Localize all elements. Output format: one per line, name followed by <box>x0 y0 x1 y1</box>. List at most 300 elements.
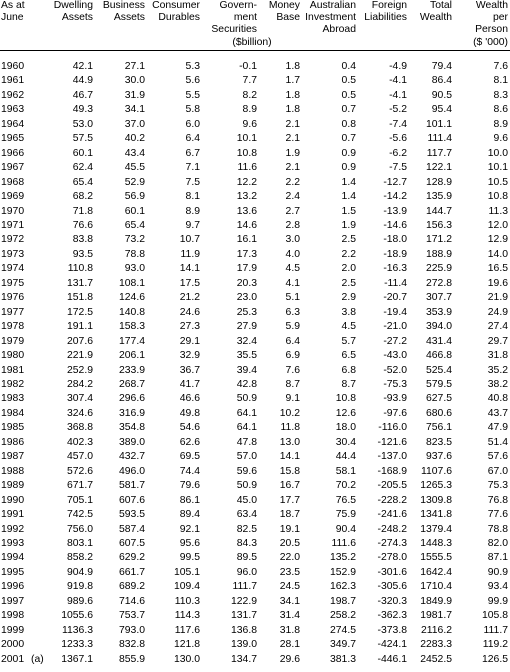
cell-aust: 76.5 <box>335 494 356 506</box>
cell-total: 680.6 <box>425 407 452 419</box>
cell-wpp: 9.6 <box>493 133 508 145</box>
cell-consumer: 41.7 <box>179 378 200 390</box>
cell-business: 30.0 <box>124 75 145 87</box>
cell-business: 37.0 <box>124 118 145 130</box>
cell-dwelling: 110.8 <box>67 263 93 275</box>
header-total: Total <box>430 0 452 11</box>
table-body <box>0 60 510 667</box>
cell-money: 22.0 <box>279 552 300 564</box>
cell-foreign: -7.4 <box>389 118 407 130</box>
cell-total: 79.4 <box>431 61 452 72</box>
cell-consumer: 8.1 <box>185 191 200 203</box>
table-row <box>0 421 510 435</box>
cell-consumer: 92.1 <box>179 523 200 535</box>
cell-govt: 27.9 <box>236 321 257 333</box>
cell-money: 2.2 <box>285 176 300 188</box>
cell-consumer: 62.6 <box>179 436 200 448</box>
cell-consumer: 36.7 <box>179 364 200 376</box>
cell-total: 1981.7 <box>420 610 452 622</box>
cell-dwelling: 42.1 <box>72 61 93 72</box>
cell-govt: 57.0 <box>236 451 257 463</box>
cell-total: 756.1 <box>425 422 452 434</box>
table-row <box>0 450 510 464</box>
cell-wpp: 119.2 <box>482 639 508 651</box>
cell-aust: 198.7 <box>329 595 356 607</box>
cell-aust: 0.5 <box>341 75 356 87</box>
cell-dwelling: 207.6 <box>66 335 93 347</box>
cell-govt: 23.0 <box>236 292 257 304</box>
cell-year: 1999 <box>1 624 25 636</box>
cell-business: 607.5 <box>118 537 145 549</box>
cell-wpp: 7.6 <box>493 61 508 72</box>
cell-consumer: 117.6 <box>174 624 200 636</box>
cell-wpp: 78.8 <box>487 523 508 535</box>
cell-wpp: 8.1 <box>493 75 508 87</box>
cell-dwelling: 46.7 <box>72 89 93 101</box>
cell-foreign: -5.2 <box>389 104 407 116</box>
table-row <box>0 595 510 609</box>
cell-money: 4.5 <box>285 263 300 275</box>
cell-govt: 64.1 <box>236 407 257 419</box>
cell-business: 108.1 <box>118 277 145 289</box>
cell-consumer: 10.7 <box>179 234 200 246</box>
cell-wpp: 8.3 <box>493 89 508 101</box>
cell-govt: 131.7 <box>230 610 257 622</box>
cell-dwelling: 1136.3 <box>61 624 93 636</box>
cell-foreign: -4.1 <box>389 89 407 101</box>
cell-govt: 89.5 <box>236 552 257 564</box>
header-consumer: Consumer <box>152 0 200 11</box>
table-row <box>0 378 510 392</box>
cell-govt: 47.8 <box>236 436 257 448</box>
cell-consumer: 89.4 <box>179 509 200 521</box>
cell-govt: 111.7 <box>232 581 257 593</box>
cell-aust: 1.4 <box>341 176 356 188</box>
table-row <box>0 233 510 247</box>
cell-aust: 0.9 <box>341 162 356 174</box>
cell-wpp: 29.7 <box>487 335 508 347</box>
cell-year: 1979 <box>1 335 25 347</box>
cell-dwelling: 93.5 <box>72 248 93 260</box>
cell-consumer: 99.5 <box>179 552 200 564</box>
table-row <box>0 349 510 363</box>
cell-govt: 63.4 <box>236 509 257 521</box>
cell-money: 31.4 <box>279 610 300 622</box>
cell-govt: 122.9 <box>230 595 257 607</box>
cell-consumer: 114.3 <box>174 610 200 622</box>
cell-business: 354.8 <box>118 422 145 434</box>
cell-year: 1967 <box>1 162 25 174</box>
cell-wpp: 77.6 <box>487 509 508 521</box>
cell-foreign: -27.2 <box>383 335 407 347</box>
header-money: Money <box>268 0 300 11</box>
table-row <box>0 277 510 291</box>
cell-govt: 50.9 <box>236 393 257 405</box>
table-row <box>0 89 510 103</box>
cell-dwelling: 858.2 <box>66 552 93 564</box>
cell-total: 90.5 <box>431 89 452 101</box>
cell-dwelling: 402.3 <box>66 436 93 448</box>
cell-consumer: 11.9 <box>180 248 200 260</box>
cell-total: 579.5 <box>425 378 452 390</box>
table-row <box>0 638 510 652</box>
cell-aust: 10.8 <box>335 393 356 405</box>
header-row-2 <box>0 12 510 24</box>
cell-business: 27.1 <box>124 61 145 72</box>
cell-aust: 2.5 <box>341 277 356 289</box>
table-row <box>0 219 510 233</box>
cell-total: 117.7 <box>426 147 452 159</box>
cell-total: 1448.3 <box>420 537 452 549</box>
cell-money: 31.8 <box>279 624 300 636</box>
cell-govt: 82.5 <box>236 523 257 535</box>
cell-business: 140.8 <box>118 306 145 318</box>
cell-business: 593.5 <box>118 509 145 521</box>
cell-total: 1265.3 <box>420 480 452 492</box>
table-row <box>0 205 510 219</box>
cell-wpp: 47.9 <box>487 422 508 434</box>
cell-aust: 2.0 <box>341 263 356 275</box>
cell-foreign: -278.0 <box>377 552 407 564</box>
cell-money: 1.8 <box>285 61 300 72</box>
cell-business: 43.4 <box>124 147 145 159</box>
table-row <box>0 523 510 537</box>
cell-consumer: 5.8 <box>185 104 200 116</box>
cell-dwelling: 989.6 <box>66 595 93 607</box>
cell-year: 1968 <box>1 176 25 188</box>
cell-wpp: 10.0 <box>487 147 508 159</box>
header-foreign: Foreign <box>371 0 407 11</box>
cell-aust: 90.4 <box>335 523 356 535</box>
cell-total: 144.7 <box>425 205 452 217</box>
cell-total: 394.0 <box>425 321 452 333</box>
cell-total: 2452.5 <box>420 653 452 665</box>
cell-foreign: -18.0 <box>383 234 407 246</box>
cell-dwelling: 68.2 <box>72 191 93 203</box>
cell-dwelling: 191.1 <box>66 321 93 333</box>
cell-money: 11.8 <box>280 422 300 434</box>
cell-dwelling: 1367.1 <box>61 653 93 665</box>
cell-aust: 6.5 <box>341 350 356 362</box>
cell-foreign: -362.3 <box>377 610 407 622</box>
cell-business: 93.0 <box>124 263 145 275</box>
cell-year: 1974 <box>1 263 25 275</box>
table-row <box>0 176 510 190</box>
cell-dwelling: 284.2 <box>66 378 93 390</box>
cell-govt: 136.8 <box>230 624 257 636</box>
units-billion: ($billion) <box>232 37 272 48</box>
cell-dwelling: 151.8 <box>66 292 93 304</box>
cell-dwelling: 53.0 <box>72 118 93 130</box>
table-header <box>0 0 510 60</box>
cell-aust: 1.5 <box>341 205 356 217</box>
cell-consumer: 8.9 <box>185 205 200 217</box>
cell-govt: 7.7 <box>242 75 257 87</box>
table-row <box>0 566 510 580</box>
cell-money: 2.1 <box>285 162 300 174</box>
table-row <box>0 479 510 493</box>
cell-foreign: -116.0 <box>378 422 407 434</box>
cell-govt: 8.9 <box>242 104 257 116</box>
cell-aust: 1.4 <box>341 191 356 203</box>
cell-year: 1976 <box>1 292 25 304</box>
footnote-marker: (a) <box>31 653 44 665</box>
cell-total: 1555.5 <box>420 552 452 564</box>
cell-aust: 44.4 <box>335 451 356 463</box>
cell-foreign: -4.9 <box>389 61 407 72</box>
cell-aust: 381.3 <box>329 653 356 665</box>
cell-total: 188.9 <box>425 248 452 260</box>
cell-dwelling: 572.6 <box>66 465 93 477</box>
cell-wpp: 10.8 <box>487 191 508 203</box>
cell-foreign: -19.4 <box>383 306 407 318</box>
cell-govt: -0.1 <box>239 61 257 72</box>
cell-dwelling: 71.8 <box>72 205 93 217</box>
cell-govt: 13.2 <box>236 191 257 203</box>
cell-dwelling: 904.9 <box>66 566 93 578</box>
cell-year: 1980 <box>1 350 25 362</box>
header-govt: ment <box>233 12 257 23</box>
cell-consumer: 121.8 <box>173 639 200 651</box>
cell-wpp: 43.7 <box>487 407 508 419</box>
cell-foreign: -14.2 <box>383 191 407 203</box>
cell-wpp: 24.9 <box>487 306 508 318</box>
cell-dwelling: 671.7 <box>66 480 93 492</box>
cell-money: 34.1 <box>279 595 300 607</box>
cell-govt: 32.4 <box>236 335 257 347</box>
cell-year: 1981 <box>1 364 25 376</box>
table-row <box>0 508 510 522</box>
cell-aust: 8.7 <box>341 378 356 390</box>
table-row <box>0 118 510 132</box>
cell-total: 225.9 <box>425 263 452 275</box>
cell-consumer: 110.3 <box>174 595 200 607</box>
cell-money: 4.1 <box>285 277 300 289</box>
header-rule <box>0 51 510 61</box>
cell-consumer: 95.6 <box>179 537 200 549</box>
cell-year: 1987 <box>1 451 25 463</box>
cell-year: 1996 <box>1 581 25 593</box>
cell-business: 233.9 <box>118 364 145 376</box>
cell-wpp: 51.4 <box>487 436 508 448</box>
cell-govt: 134.7 <box>230 653 257 665</box>
cell-business: 296.6 <box>118 393 145 405</box>
cell-aust: 2.9 <box>341 292 356 304</box>
header-foreign: Liabilities <box>364 12 407 23</box>
cell-business: 177.4 <box>118 335 145 347</box>
cell-foreign: -52.0 <box>383 364 407 376</box>
cell-wpp: 16.5 <box>487 263 508 275</box>
cell-consumer: 32.9 <box>179 350 200 362</box>
cell-business: 316.9 <box>118 407 145 419</box>
table-row <box>0 147 510 161</box>
header-wpp: Wealth <box>475 0 508 11</box>
cell-dwelling: 62.4 <box>72 162 93 174</box>
cell-year: 1988 <box>1 465 25 477</box>
cell-dwelling: 803.1 <box>66 537 93 549</box>
cell-dwelling: 131.7 <box>66 277 93 289</box>
cell-consumer: 29.1 <box>179 335 200 347</box>
table-row <box>0 580 510 594</box>
cell-total: 2116.2 <box>420 624 452 636</box>
cell-aust: 75.9 <box>335 509 356 521</box>
cell-dwelling: 705.1 <box>66 494 93 506</box>
cell-money: 15.8 <box>279 465 300 477</box>
cell-wpp: 12.9 <box>487 234 508 246</box>
cell-aust: 274.5 <box>329 624 356 636</box>
cell-wpp: 75.3 <box>487 480 508 492</box>
cell-aust: 12.6 <box>335 407 356 419</box>
cell-dwelling: 919.8 <box>66 581 93 593</box>
cell-aust: 18.0 <box>335 422 356 434</box>
cell-foreign: -228.2 <box>377 494 407 506</box>
cell-wpp: 10.5 <box>487 176 508 188</box>
cell-govt: 10.8 <box>236 147 257 159</box>
cell-money: 28.1 <box>279 639 300 651</box>
table-row <box>0 320 510 334</box>
cell-foreign: -14.6 <box>383 219 407 231</box>
cell-business: 56.9 <box>124 191 145 203</box>
cell-govt: 17.9 <box>236 263 257 275</box>
header-govt: Securities <box>211 24 257 35</box>
table-row <box>0 551 510 565</box>
header-dwelling: Assets <box>61 12 93 23</box>
cell-dwelling: 742.5 <box>66 509 93 521</box>
cell-business: 753.7 <box>118 610 145 622</box>
table-row <box>0 465 510 479</box>
table-row <box>0 624 510 638</box>
cell-wpp: 93.4 <box>487 581 508 593</box>
cell-year: 1989 <box>1 480 25 492</box>
cell-money: 2.4 <box>285 191 300 203</box>
cell-foreign: -301.6 <box>377 566 407 578</box>
cell-total: 525.4 <box>425 364 452 376</box>
cell-aust: 6.8 <box>341 364 356 376</box>
cell-govt: 45.0 <box>236 494 257 506</box>
cell-year: 1975 <box>1 277 25 289</box>
cell-money: 6.3 <box>285 306 300 318</box>
cell-wpp: 31.8 <box>487 350 508 362</box>
cell-business: 432.7 <box>118 451 145 463</box>
cell-dwelling: 368.8 <box>66 422 93 434</box>
cell-consumer: 6.7 <box>185 147 200 159</box>
header-aust: Investment <box>305 12 356 23</box>
cell-foreign: -5.6 <box>389 133 407 145</box>
cell-dwelling: 76.6 <box>72 219 93 231</box>
cell-consumer: 69.5 <box>179 451 200 463</box>
cell-aust: 349.7 <box>329 639 356 651</box>
cell-business: 607.6 <box>118 494 145 506</box>
cell-wpp: 105.8 <box>481 610 508 622</box>
table-row <box>0 407 510 421</box>
cell-foreign: -20.7 <box>383 292 407 304</box>
header-money: Base <box>276 12 300 23</box>
cell-year: 1998 <box>1 610 25 622</box>
cell-consumer: 17.5 <box>179 277 200 289</box>
table-row <box>0 248 510 262</box>
cell-dwelling: 49.3 <box>72 104 93 116</box>
cell-wpp: 111.7 <box>483 624 508 636</box>
cell-money: 1.8 <box>285 104 300 116</box>
cell-wpp: 14.0 <box>487 248 508 260</box>
cell-year: 1969 <box>1 191 25 203</box>
cell-year: 1963 <box>1 104 25 116</box>
cell-wpp: 21.9 <box>487 292 508 304</box>
cell-business: 73.2 <box>124 234 145 246</box>
cell-consumer: 130.0 <box>173 653 200 665</box>
table-row <box>0 74 510 88</box>
cell-consumer: 9.7 <box>185 219 200 231</box>
cell-year: 2001 (a) <box>0 653 45 667</box>
cell-business: 629.2 <box>118 552 145 564</box>
cell-foreign: -241.6 <box>377 509 407 521</box>
cell-consumer: 7.5 <box>185 176 200 188</box>
cell-total: 2283.3 <box>420 639 452 651</box>
cell-consumer: 27.3 <box>179 321 200 333</box>
cell-wpp: 11.3 <box>488 205 508 217</box>
table-row <box>0 609 510 623</box>
cell-year: 2000 <box>1 639 25 651</box>
table-row <box>0 190 510 204</box>
header-dwelling: Dwelling <box>53 0 93 11</box>
cell-consumer: 74.4 <box>179 465 200 477</box>
cell-foreign: -7.5 <box>389 162 407 174</box>
cell-year: 1971 <box>1 219 25 231</box>
cell-dwelling: 252.9 <box>66 364 93 376</box>
cell-year: 1990 <box>1 494 25 506</box>
cell-year: 1970 <box>1 205 25 217</box>
cell-year: 1994 <box>1 552 25 564</box>
header-wpp: per <box>492 12 508 23</box>
header-row-1 <box>0 0 510 12</box>
cell-govt: 13.6 <box>236 205 257 217</box>
cell-year: 1982 <box>1 378 25 390</box>
cell-govt: 84.3 <box>236 537 257 549</box>
table-row <box>0 494 510 508</box>
cell-foreign: -13.9 <box>383 205 407 217</box>
cell-total: 95.4 <box>431 104 452 116</box>
cell-wpp: 27.4 <box>487 321 508 333</box>
cell-aust: 0.4 <box>341 61 356 72</box>
cell-money: 8.7 <box>285 378 300 390</box>
cell-wpp: 12.0 <box>487 219 508 231</box>
cell-consumer: 7.1 <box>185 162 200 174</box>
cell-year: 1985 <box>1 422 25 434</box>
header-business: Assets <box>113 12 145 23</box>
cell-govt: 11.6 <box>237 162 257 174</box>
cell-foreign: -274.3 <box>377 537 407 549</box>
units-per-person: ($ '000) <box>473 37 508 48</box>
cell-foreign: -16.3 <box>383 263 407 275</box>
cell-money: 13.0 <box>279 436 300 448</box>
cell-foreign: -6.2 <box>389 147 407 159</box>
cell-money: 24.5 <box>279 581 300 593</box>
cell-business: 389.0 <box>118 436 145 448</box>
cell-aust: 0.9 <box>341 147 356 159</box>
table-row <box>0 392 510 406</box>
table-row <box>0 60 510 74</box>
cell-dwelling: 221.9 <box>66 350 93 362</box>
cell-govt: 17.3 <box>236 248 257 260</box>
cell-aust: 258.2 <box>329 610 356 622</box>
header-consumer: Durables <box>158 12 200 23</box>
table-row <box>0 103 510 117</box>
cell-foreign: -373.8 <box>377 624 407 636</box>
header-aust: Australian <box>309 0 356 11</box>
cell-money: 20.5 <box>279 537 300 549</box>
cell-money: 3.0 <box>285 234 300 246</box>
header-total: Wealth <box>419 12 452 23</box>
